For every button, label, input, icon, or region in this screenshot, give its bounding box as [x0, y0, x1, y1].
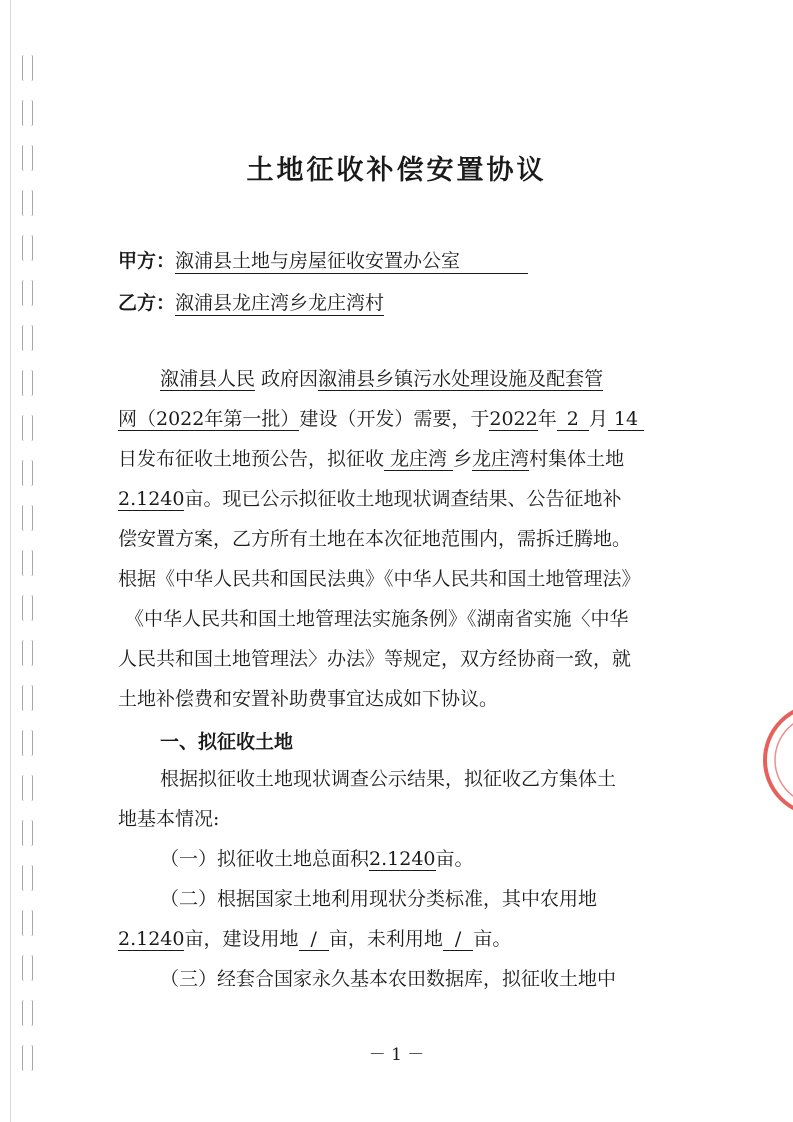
binding-hole [22, 280, 33, 306]
party-a-value: 溆浦县土地与房屋征收安置办公室 [175, 246, 528, 274]
binding-hole [22, 820, 33, 846]
binding-hole [22, 595, 33, 621]
intro-line-2 [118, 404, 644, 431]
text-fragment: 亩，未利用地 [328, 928, 443, 950]
red-seal-stamp [760, 700, 793, 820]
text-fragment: 亩。 [435, 848, 474, 870]
text-fragment: （一）拟征收土地总面积 [160, 848, 370, 870]
page-number: － 1 － [368, 1045, 425, 1065]
binding-hole [22, 865, 33, 891]
intro-line-1 [160, 364, 603, 391]
binding-hole [22, 460, 33, 486]
text-fragment: 亩，建设用地 [184, 928, 299, 950]
intro-line-4 [118, 484, 622, 511]
construction-land-area: / [299, 928, 329, 951]
item-2-line-1: （二）根据国家土地利用现状分类标准，其中农用地 [160, 888, 598, 910]
binding-hole [22, 55, 33, 81]
binding-hole [22, 190, 33, 216]
binding-hole [22, 640, 33, 666]
binding-hole [22, 415, 33, 441]
document-title: 土地征收补偿安置协议 [246, 155, 547, 186]
text-fragment: 乡 [453, 448, 473, 470]
binding-hole [22, 550, 33, 576]
binding-hole [22, 235, 33, 261]
total-area: 2.1240 [369, 848, 436, 870]
binding-hole [22, 100, 33, 126]
party-b-value: 溆浦县龙庄湾乡龙庄湾村 [175, 288, 384, 316]
text-fragment: 亩。现已公示拟征收土地现状调查结果、公告征地补 [184, 488, 622, 510]
party-a-label: 甲方： [118, 250, 176, 272]
party-b-label: 乙方： [118, 292, 176, 314]
party-a [118, 246, 528, 274]
announce-month: 2 [557, 408, 589, 431]
text-fragment: 政府因 [255, 368, 319, 390]
party-b [118, 288, 384, 316]
text-fragment: 日发布征收土地预公告，拟征收 [118, 448, 385, 470]
project-name: 溆浦县乡镇污水处理设施及配套管 [318, 368, 604, 390]
binding-hole [22, 370, 33, 396]
binding-hole [22, 325, 33, 351]
binding-hole [22, 685, 33, 711]
township-name: 龙庄湾 [384, 448, 453, 471]
binding-hole [22, 1000, 33, 1026]
section1-para-line-2: 地基本情况: [118, 808, 220, 830]
gov-name: 溆浦县人民 [160, 368, 256, 390]
section1-para-line-1: 根据拟征收土地现状调查公示结果，拟征收乙方集体土 [160, 768, 617, 790]
announce-year: 2022 [489, 408, 538, 430]
intro-line-8: 人民共和国土地管理法〉办法》等规定，双方经协商一致，就 [118, 648, 632, 670]
text-fragment: 年 [537, 408, 557, 430]
intro-line-6: 根据《中华人民共和国民法典》《中华人民共和国土地管理法》 [118, 568, 641, 590]
intro-line-3 [118, 444, 624, 471]
farmland-area: 2.1240 [118, 928, 185, 950]
text-fragment: 亩。 [473, 928, 512, 950]
unused-land-area: / [443, 928, 473, 951]
section-heading-1: 一、拟征收土地 [160, 731, 294, 753]
item-1 [160, 844, 474, 871]
binding-hole [22, 730, 33, 756]
intro-line-7: 《中华人民共和国土地管理法实施条例》《湖南省实施〈中华 [125, 608, 629, 630]
project-name-cont: 网（2022年第一批） [118, 408, 300, 430]
binding-holes [22, 55, 36, 1115]
item-2-line-2 [118, 924, 511, 951]
text-fragment: 建设（开发）需要，于 [299, 408, 490, 430]
item-3-line-1: （三）经套合国家永久基本农田数据库，拟征收土地中 [160, 968, 617, 990]
intro-line-5: 偿安置方案，乙方所有土地在本次征地范围内，需拆迁腾地。 [118, 528, 632, 550]
text-fragment: 村集体土地 [529, 448, 625, 470]
binding-hole [22, 955, 33, 981]
land-area: 2.1240 [118, 488, 185, 510]
village-name: 龙庄湾 [472, 448, 530, 470]
binding-hole [22, 775, 33, 801]
binding-hole [22, 505, 33, 531]
binding-hole [22, 910, 33, 936]
intro-line-9: 土地补偿费和安置补助费事宜达成如下协议。 [118, 688, 499, 710]
announce-day: 14 [608, 408, 644, 431]
text-fragment: 月 [588, 408, 608, 430]
